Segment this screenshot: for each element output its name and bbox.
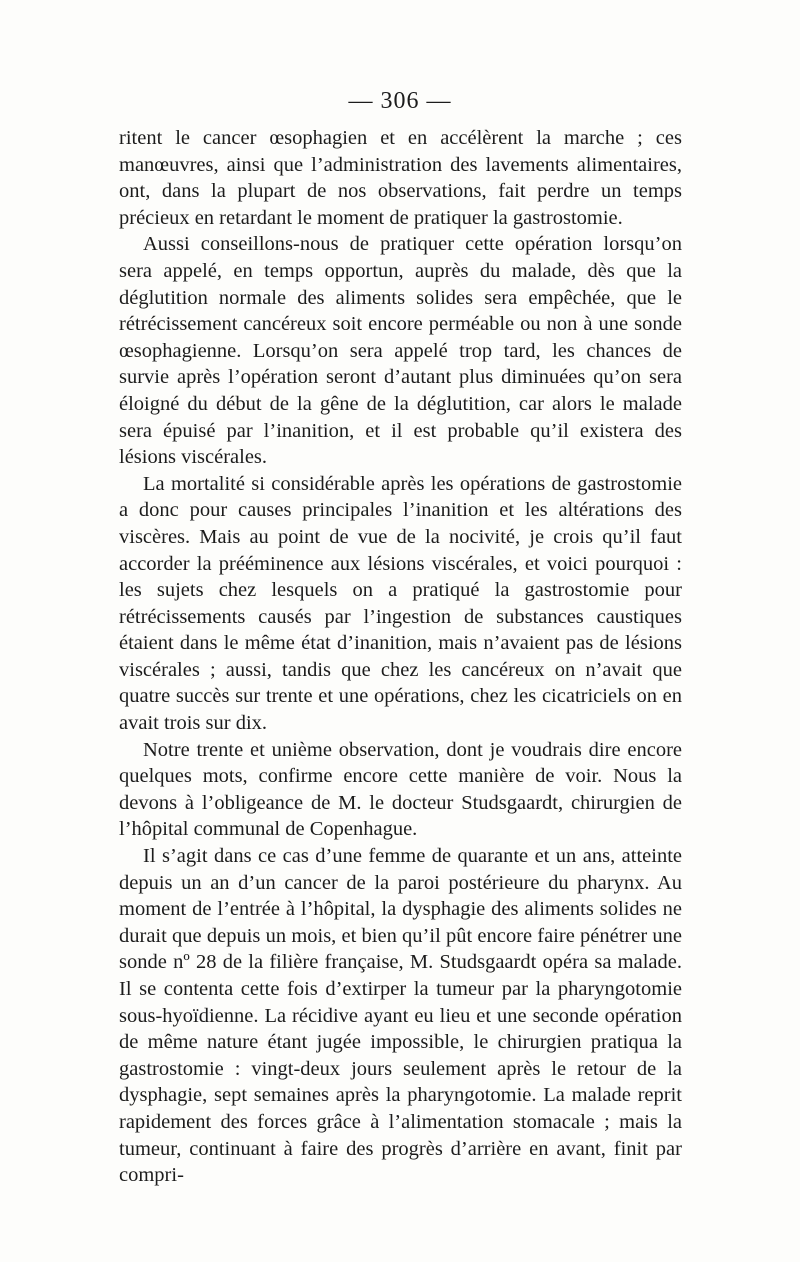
paragraph-continuation: ritent le cancer œsophagien et en accélèrent la marche ; ces manœuvres, ainsi que l’administration des lavements alimentaires, ont, dans la plupart de nos observations, fait perdre un temps précieux en retardant le moment de pratiquer la gastrostomie. xyxy=(119,127,682,229)
paragraph-recommendation: Aussi conseillons-nous de pratiquer cette opération lorsqu’on sera appelé, en temps opportun, auprès du malade, dès que la déglutition normale des aliments solides sera empêchée, que le rétrécissement cancéreux soit encore perméable ou non à une sonde œsophagienne. Lorsqu’on sera appelé trop tard, les chances de survie après l’opération seront d’autant plus diminuées qu’on sera éloigné du début de la gêne de la déglutition, car alors le malade sera épuisé par l’inanition, et il est probable qu’il existera des lésions viscérales. xyxy=(119,233,682,469)
page-number: — 306 — xyxy=(348,88,452,114)
body-text xyxy=(119,125,682,1189)
paragraph-observation: Notre trente et unième observation, dont je voudrais dire encore quelques mots, confirme encore cette manière de voir. Nous la devons à l’obligeance de M. le docteur Studsgaardt, chirurgien de l’hôpital communal de Copenhague. xyxy=(119,738,682,841)
paragraph-mortality: La mortalité si considérable après les opérations de gastrostomie a donc pour causes principales l’inanition et les altérations des viscères. Mais au point de vue de la nocivité, je crois qu’il faut accorder la prééminence aux lésions viscérales, et voici pourquoi : les sujets chez lesquels on a pratiqué la gastrostomie pour rétrécissements causés par l’ingestion de substances caustiques étaient dans le même état d’inanition, mais n’avaient pas de lésions viscérales ; aussi, tandis que chez les cancéreux on n’avait que quatre succès sur trente et une opérations, chez les cicatriciels on en avait trois sur dix. xyxy=(119,472,682,735)
paragraph-case: Il s’agit dans ce cas d’une femme de quarante et un ans, atteinte depuis un an d’un cancer de la paroi postérieure du pharynx. Au moment de l’entrée à l’hôpital, la dysphagie des aliments solides ne durait que depuis un mois, et bien qu’il pût encore faire pénétrer une sonde nº 28 de la filière française, M. Studsgaardt opéra sa malade. Il se contenta cette fois d’extirper la tumeur par la pharyngotomie sous-hyoïdienne. La récidive ayant eu lieu et une seconde opération de même nature étant jugée impossible, le chirurgien pratiqua la gastrostomie : vingt-deux jours seulement après le retour de la dysphagie, sept semaines après la pharyngotomie. La malade reprit rapidement des forces grâce à l’alimentation stomacale ; mais la tumeur, continuant à faire des progrès d’arrière en avant, finit par compri- xyxy=(119,845,682,1187)
